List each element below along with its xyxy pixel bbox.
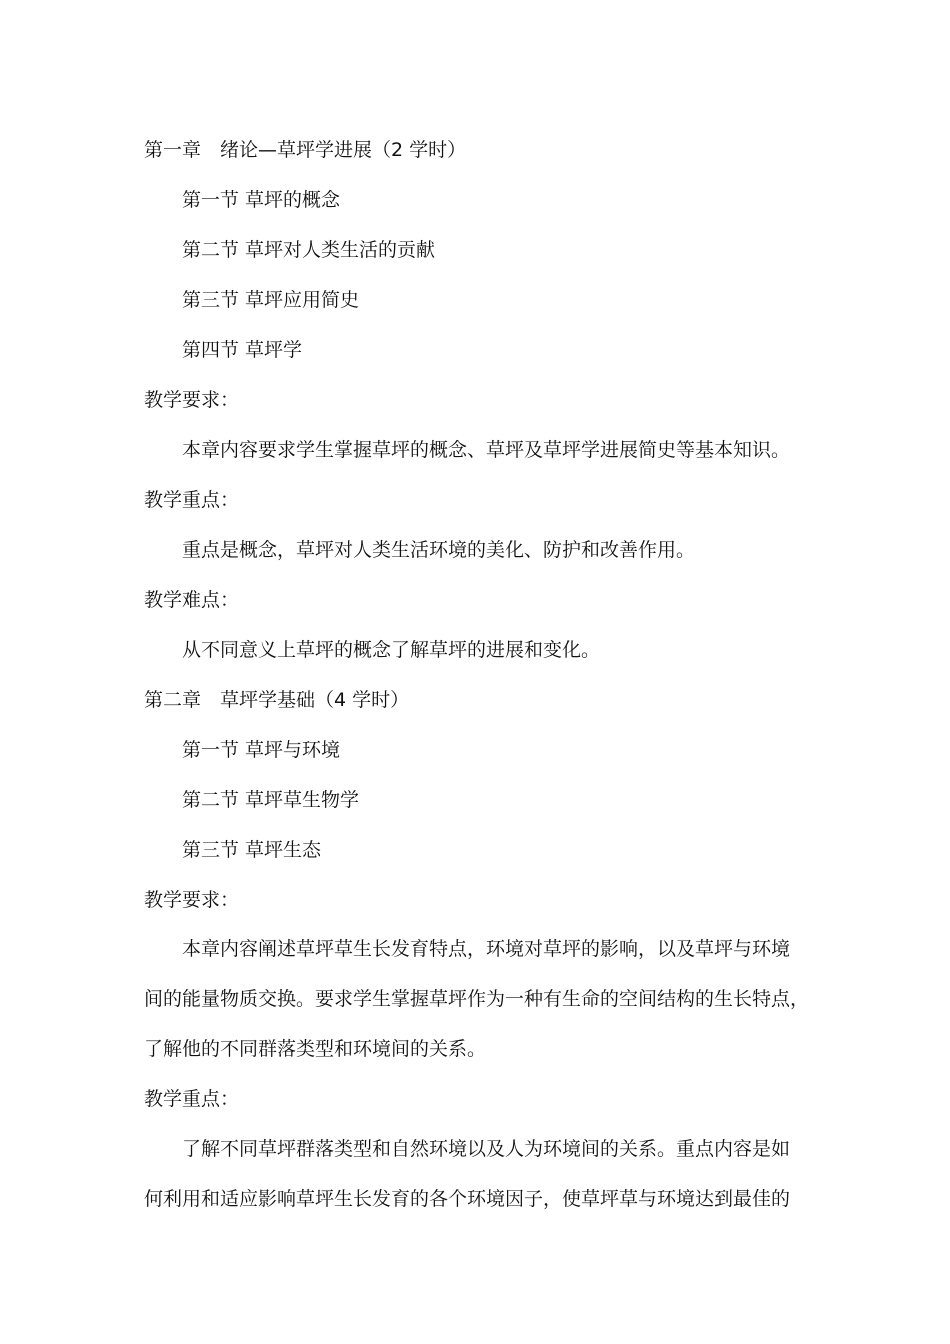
chapter-1-difficulties-label: 教学难点： xyxy=(144,589,240,611)
chapter-1-requirements-label: 教学要求： xyxy=(144,389,240,411)
chapter-2-requirements-line-2: 间的能量物质交换。要求学生掌握草坪作为一种有生命的空间结构的生长特点， xyxy=(144,988,810,1010)
chapter-1-title: 第一章 绪论—草坪学进展（2 学时） xyxy=(144,139,467,161)
chapter-2-title: 第二章 草坪学基础（4 学时） xyxy=(144,689,410,711)
chapter-1-difficulties-text: 从不同意义上草坪的概念了解草坪的进展和变化。 xyxy=(182,639,601,661)
chapter-2-keypoints-line-2: 何利用和适应影响草坪生长发育的各个环境因子，使草坪草与环境达到最佳的 xyxy=(144,1188,791,1210)
chapter-1-section-4: 第四节 草坪学 xyxy=(182,339,303,361)
chapter-2-keypoints-line-1: 了解不同草坪群落类型和自然环境以及人为环境间的关系。重点内容是如 xyxy=(182,1138,791,1160)
chapter-1-section-3: 第三节 草坪应用简史 xyxy=(182,289,360,311)
chapter-2-requirements-label: 教学要求： xyxy=(144,889,240,911)
chapter-2-requirements-line-1: 本章内容阐述草坪草生长发育特点，环境对草坪的影响，以及草坪与环境 xyxy=(182,938,791,960)
chapter-1-keypoints-text: 重点是概念，草坪对人类生活环境的美化、防护和改善作用。 xyxy=(182,539,696,561)
chapter-2-section-3: 第三节 草坪生态 xyxy=(182,839,322,861)
chapter-2-section-2: 第二节 草坪草生物学 xyxy=(182,789,360,811)
chapter-1-section-1: 第一节 草坪的概念 xyxy=(182,189,341,211)
chapter-2-keypoints-label: 教学重点： xyxy=(144,1088,240,1110)
chapter-2-section-1: 第一节 草坪与环境 xyxy=(182,739,341,761)
chapter-1-requirements-text: 本章内容要求学生掌握草坪的概念、草坪及草坪学进展简史等基本知识。 xyxy=(182,439,791,461)
chapter-1-keypoints-label: 教学重点： xyxy=(144,489,240,511)
chapter-1-section-2: 第二节 草坪对人类生活的贡献 xyxy=(182,239,436,261)
chapter-2-requirements-line-3: 了解他的不同群落类型和环境间的关系。 xyxy=(144,1038,487,1060)
